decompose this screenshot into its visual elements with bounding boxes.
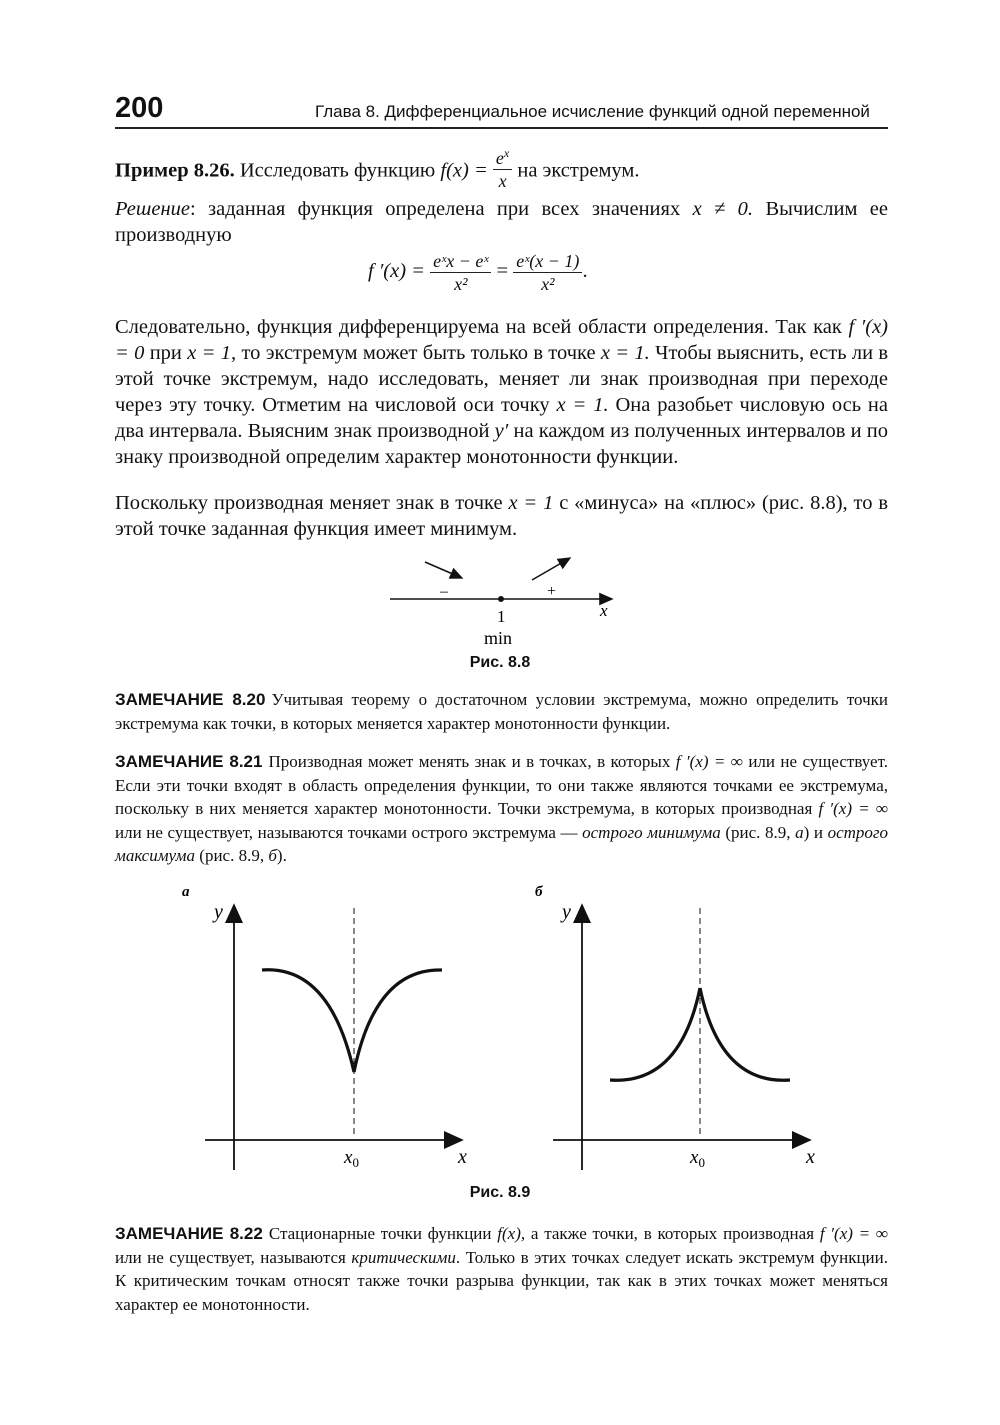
paragraph-2 xyxy=(115,490,888,542)
r21-text-1: Производная может менять знак и в точках, в которых xyxy=(268,752,671,771)
header-rule xyxy=(115,127,888,129)
curve-left-a xyxy=(262,970,354,1072)
curve-right-a xyxy=(610,988,700,1080)
r22-math-2: f ′(x) = ∞ xyxy=(819,1224,889,1243)
curve-left-b xyxy=(354,970,442,1072)
derivative-num-2: eˣ(x − 1) xyxy=(516,251,580,271)
x0-label-left: $x_0$ xyxy=(344,1147,359,1170)
derivative-den-2: x² xyxy=(541,274,555,294)
solution-condition: x ≠ 0. xyxy=(692,198,754,220)
derivative-formula: f ′(x) = $\frac{\text{eˣx − eˣ}}{\text{x²}}$ = $\frac{\text{eˣ(x − 1)}}{\text{x²}}$ . xyxy=(368,251,588,294)
r22-math-1: f(x), xyxy=(497,1224,526,1243)
r22-em-1: критическими xyxy=(351,1247,456,1267)
r21-text-4: (рис. 8.9, xyxy=(725,822,791,842)
r22-text-1: Стационарные точки функции xyxy=(268,1224,492,1243)
p2-math-1: x = 1 xyxy=(508,492,554,514)
r21-em-3: острого максимума xyxy=(115,822,889,865)
example-formula-lhs: f(x) = xyxy=(440,159,488,182)
paragraph-1 xyxy=(115,314,888,470)
frac-num-sup: x xyxy=(503,146,510,160)
point-label: 1 xyxy=(497,607,506,626)
r21-math-1: f ′(x) = ∞ xyxy=(675,752,743,771)
r21-em-2: а xyxy=(795,822,804,842)
minus-sign: – xyxy=(440,583,448,600)
y-axis-label-left: y xyxy=(214,901,223,923)
plus-sign: + xyxy=(547,583,557,600)
remark-8-20-label: ЗАМЕЧАНИЕ 8.20 xyxy=(115,690,266,709)
p1-math-3: x = 1. xyxy=(600,342,650,364)
r21-text-6: (рис. 8.9, xyxy=(199,846,265,865)
example-statement xyxy=(115,146,888,192)
y-axis-label-right: y xyxy=(562,901,571,923)
x-axis-label-right: x xyxy=(806,1146,815,1168)
p1-text-6: на каждом из полученных интервалов и по знаку производной определим характер монотонности функции. xyxy=(115,420,889,468)
page-number: 200 xyxy=(115,92,164,124)
chapter-title: Глава 8. Дифференциальное исчисление функций одной переменной xyxy=(315,102,870,121)
r21-text-3: или не существует, называются точками острого экстремума — xyxy=(115,822,578,842)
derivative-den-1: x² xyxy=(454,274,468,294)
r21-math-2: f ′(x) = ∞ xyxy=(818,799,888,818)
derivative-end: . xyxy=(582,260,588,283)
p1-math-4: x = 1. xyxy=(556,394,609,416)
r21-em-4: б xyxy=(268,846,277,865)
figure-8-9 xyxy=(170,880,840,1180)
solution-body-2: Вычислим ее производную xyxy=(115,198,889,246)
arrow-down-icon xyxy=(425,562,462,578)
derivative-lhs: f ′(x) = xyxy=(368,260,426,283)
r22-text-4: . Только в этих точках следует искать экстремум функции. К критическим точкам относят также точки разрыва функции, так как в этих точках может меняться характер ее монотонности. xyxy=(115,1247,889,1314)
p1-math-1: f ′(x) = 0 xyxy=(115,316,889,364)
x-axis-label-left: x xyxy=(458,1146,467,1168)
p2-text-1: Поскольку производная меняет знак в точке xyxy=(115,492,503,514)
example-fraction xyxy=(493,142,512,192)
frac-num: e xyxy=(495,148,504,168)
derivative-num-1: eˣx − eˣ xyxy=(433,251,489,271)
arrow-up-icon xyxy=(532,558,570,580)
panel-label-left: а xyxy=(182,884,190,900)
example-label: Пример 8.26. xyxy=(115,159,235,182)
min-label: min xyxy=(484,628,513,648)
remark-8-21-label: ЗАМЕЧАНИЕ 8.21 xyxy=(115,752,263,771)
p1-math-5: y′ xyxy=(494,420,509,442)
p1-math-2: x = 1, xyxy=(187,342,237,364)
solution-body: : заданная функция определена при всех значениях xyxy=(189,198,681,220)
point-marker xyxy=(498,596,504,602)
p1-text-2: при xyxy=(149,342,182,364)
r22-text-2: а также точки, в которых производная xyxy=(530,1224,815,1243)
remark-8-22 xyxy=(115,1222,888,1316)
p1-text-1: Следовательно, функция дифференцируема на всей области определения. Так как xyxy=(115,316,842,338)
p2-text-2: с «минуса» на «плюс» (рис. 8.8), то в этой точке заданная функция имеет минимум. xyxy=(115,492,888,540)
r22-text-3: или не существует, называются xyxy=(115,1247,346,1267)
figure-8-9-caption: Рис. 8.9 xyxy=(469,1184,531,1201)
remark-8-21 xyxy=(115,750,888,868)
example-task: Исследовать функцию xyxy=(239,159,436,182)
r21-text-5: ) и xyxy=(803,822,823,842)
r21-text-7: ). xyxy=(276,846,287,865)
p1-text-3: то экстремум может быть только в точке xyxy=(241,342,596,364)
figure-8-8 xyxy=(380,552,630,652)
remark-8-20 xyxy=(115,688,888,735)
frac-den: x xyxy=(498,171,507,191)
remark-8-20-text: Учитывая теорему о достаточном условии экстремума, можно определить точки экстремума как точки, в которых меняется характер монотонности функции. xyxy=(115,690,889,733)
r21-em-1: острого минимума xyxy=(582,822,721,842)
axis-label-x: x xyxy=(600,601,608,620)
example-task-end: на экстремум. xyxy=(517,159,640,182)
figure-8-8-caption: Рис. 8.8 xyxy=(469,654,531,671)
remark-8-22-label: ЗАМЕЧАНИЕ 8.22 xyxy=(115,1224,263,1243)
solution-text xyxy=(115,196,888,248)
solution-label: Решение xyxy=(115,198,190,220)
r21-text-2: или не существует. Если эти точки входят в область определения функции, то они также являются точками ее экстремума, поскольку в них меняется характер монотонности. Точки экстремума, в которых производная xyxy=(115,752,889,818)
curve-right-b xyxy=(700,988,790,1080)
p1-text-4: Чтобы выяснить, есть ли в этой точке экстремум, надо исследовать, меняет ли знак производная при переходе через эту точку. Отметим на числовой оси точку xyxy=(115,342,889,416)
x0-label-right: $x_0$ xyxy=(690,1147,705,1170)
panel-label-right: б xyxy=(535,884,543,900)
p1-text-5: Она разобьет числовую ось на два интервала. Выясним знак производной xyxy=(115,394,889,442)
